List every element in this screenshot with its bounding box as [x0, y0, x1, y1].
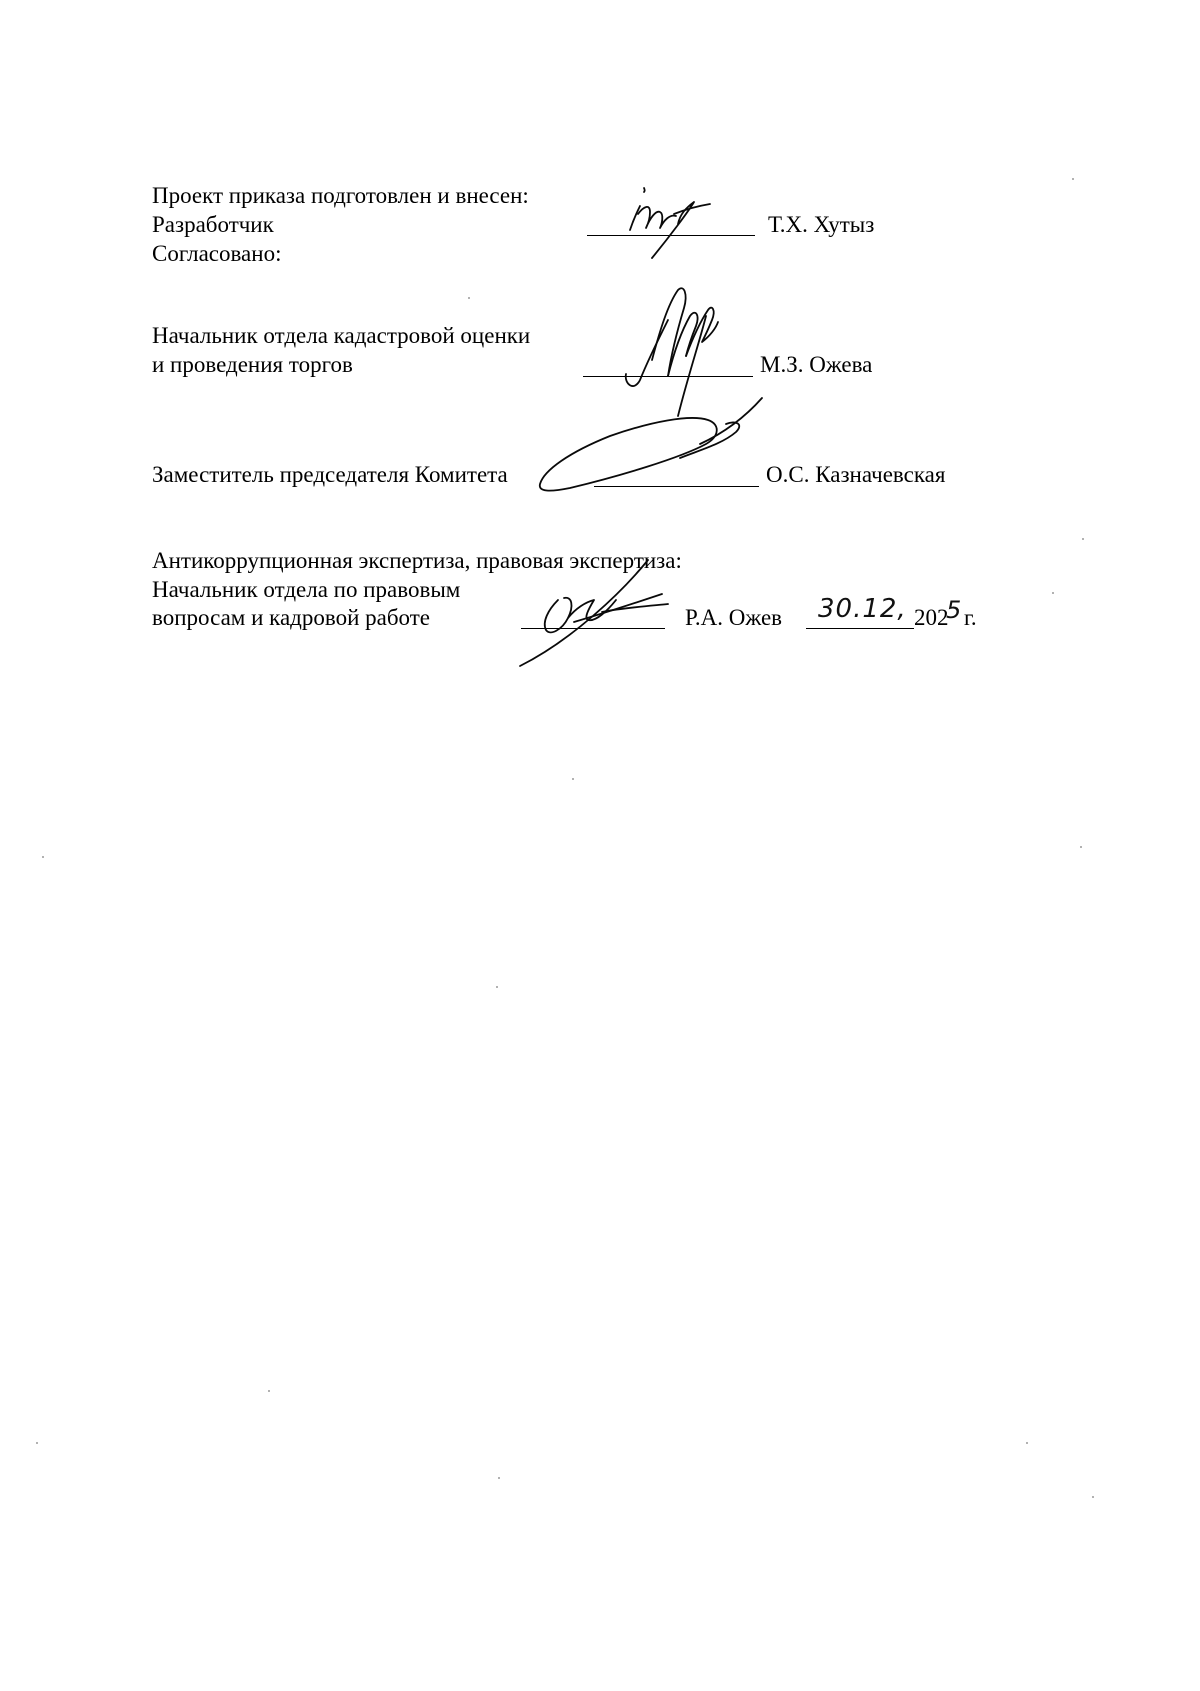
head-cadastral-role-line2: и проведения торгов — [152, 352, 353, 377]
prepared-heading: Проект приказа подготовлен и внесен: — [152, 183, 529, 208]
scan-speck — [1052, 592, 1054, 594]
expertise-date-line — [806, 628, 914, 629]
scan-speck — [572, 778, 574, 780]
developer-role: Разработчик — [152, 212, 274, 237]
scan-speck — [1082, 538, 1084, 540]
expertise-role-line2: вопросам и кадровой работе — [152, 605, 431, 630]
deputy-chair-name: О.С. Казначевская — [766, 462, 946, 487]
scan-speck — [1026, 1442, 1028, 1444]
scan-speck — [36, 1442, 38, 1444]
scan-speck — [498, 1477, 500, 1479]
expertise-year-printed: 202 — [914, 605, 949, 630]
head-cadastral-role-line1: Начальник отдела кадастровой оценки — [152, 323, 531, 348]
expertise-signature — [512, 552, 702, 672]
expertise-role-line1: Начальник отдела по правовым — [152, 577, 461, 602]
expertise-year-suffix: г. — [964, 605, 977, 630]
expertise-year-handwritten: 5 — [946, 596, 963, 624]
scan-speck — [496, 986, 498, 988]
scan-speck — [1072, 178, 1074, 180]
scan-speck — [1092, 1496, 1094, 1498]
developer-name: Т.Х. Хутыз — [768, 212, 875, 237]
deputy-chair-signature — [530, 392, 780, 502]
scan-speck — [1080, 846, 1082, 848]
expertise-heading: Антикоррупционная экспертиза, правовая экспертиза: — [152, 548, 682, 573]
developer-signature — [614, 184, 724, 264]
scan-speck — [468, 297, 470, 299]
expertise-handwritten-date: 30.12, — [818, 594, 907, 624]
scan-speck — [268, 1390, 270, 1392]
scan-speck — [42, 856, 44, 858]
head-cadastral-name: М.З. Ожева — [760, 352, 873, 377]
agreed-heading: Согласовано: — [152, 241, 282, 266]
deputy-chair-role: Заместитель председателя Комитета — [152, 462, 508, 487]
expertise-name: Р.А. Ожев — [685, 605, 783, 630]
